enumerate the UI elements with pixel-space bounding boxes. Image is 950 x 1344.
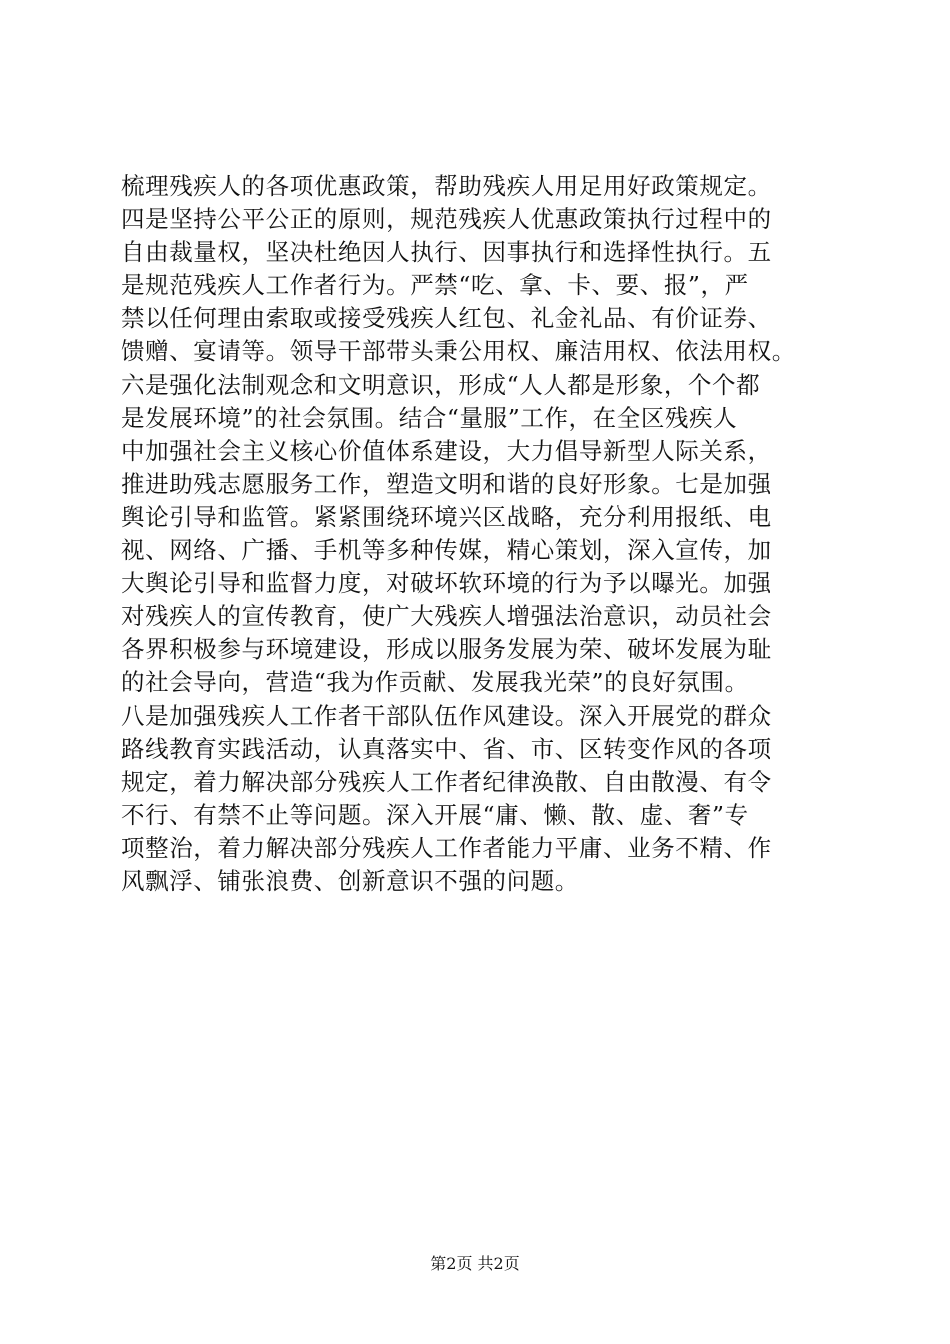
body-text-line: 是规范残疾人工作者行为。严禁“吃、拿、卡、要、报”，严 [121, 271, 749, 300]
body-text-line: 馈赠、宴请等。领导干部带头秉公用权、廉洁用权、依法用权。 [121, 337, 796, 366]
body-text-line: 规定，着力解决部分残疾人工作者纪律涣散、自由散漫、有令 [121, 767, 772, 796]
body-text-line: 舆论引导和监管。紧紧围绕环境兴区战略，充分利用报纸、电 [121, 502, 772, 531]
body-text-line: 禁以任何理由索取或接受残疾人红包、礼金礼品、有价证券、 [121, 304, 772, 333]
body-text-line: 八是加强残疾人工作者干部队伍作风建设。深入开展党的群众 [121, 701, 772, 730]
body-text-line: 推进助残志愿服务工作，塑造文明和谐的良好形象。七是加强 [121, 469, 772, 498]
document-body [121, 170, 841, 898]
body-text-line: 中加强社会主义核心价值体系建设，大力倡导新型人际关系， [121, 436, 772, 465]
body-text-line: 自由裁量权，坚决杜绝因人执行、因事执行和选择性执行。五 [121, 238, 772, 267]
body-text-line: 四是坚持公平公正的原则，规范残疾人优惠政策执行过程中的 [121, 205, 772, 234]
body-text-line: 路线教育实践活动，认真落实中、省、市、区转变作风的各项 [121, 734, 772, 763]
body-text-line: 六是强化法制观念和文明意识，形成“人人都是形象，个个都 [121, 370, 761, 399]
body-text-line: 视、网络、广播、手机等多种传媒，精心策划，深入宣传，加 [121, 536, 772, 565]
body-text-line: 对残疾人的宣传教育，使广大残疾人增强法治意识，动员社会 [121, 602, 772, 631]
body-text-line: 大舆论引导和监督力度，对破坏软环境的行为予以曝光。加强 [121, 569, 772, 598]
body-text-line: 的社会导向，营造“我为作贡献、发展我光荣”的良好氛围。 [121, 668, 749, 697]
body-text-line: 梳理残疾人的各项优惠政策，帮助残疾人用足用好政策规定。 [121, 172, 772, 200]
body-text-line: 项整治，着力解决部分残疾人工作者能力平庸、业务不精、作 [121, 833, 772, 862]
page-number-footer: 第2页 共2页 [430, 1254, 520, 1273]
body-text-line: 是发展环境”的社会氛围。结合“量服”工作，在全区残疾人 [121, 403, 738, 432]
body-text-line: 不行、有禁不止等问题。深入开展“庸、懒、散、虚、奢”专 [121, 800, 749, 829]
body-text-line: 各界积极参与环境建设，形成以服务发展为荣、破坏发展为耻 [121, 635, 772, 664]
body-text-line: 风飘浮、铺张浪费、创新意识不强的问题。 [121, 866, 579, 895]
